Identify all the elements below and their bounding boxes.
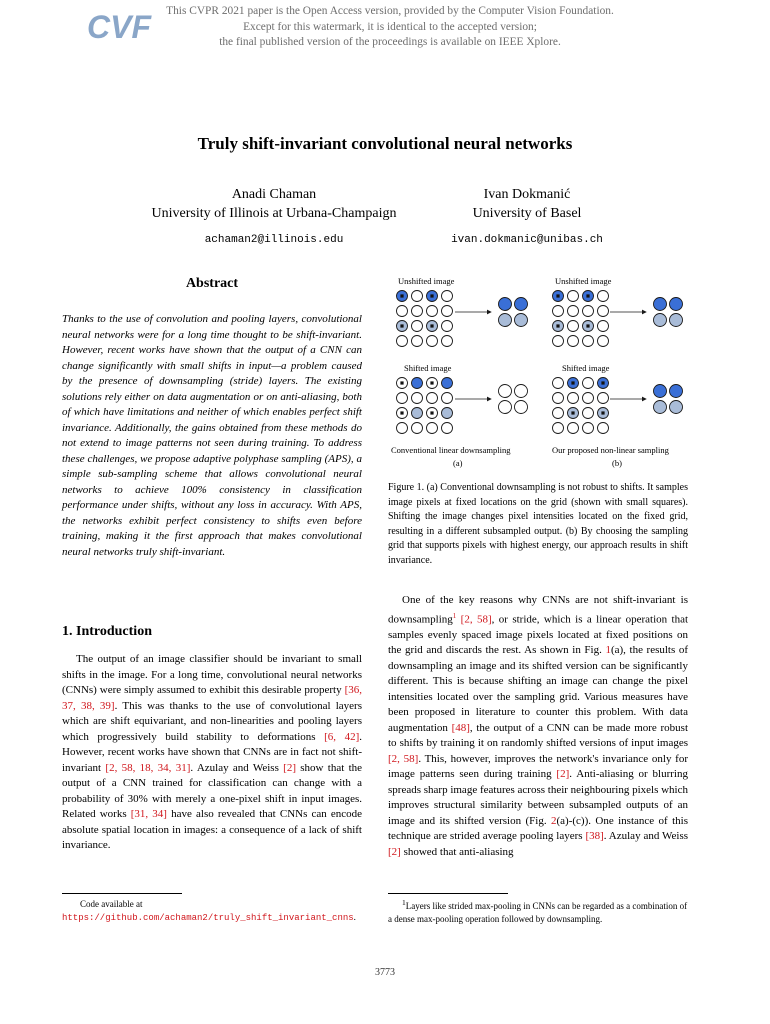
sampling-point-marker xyxy=(571,381,574,384)
sampling-point-marker xyxy=(571,411,574,414)
input-pixel-circle xyxy=(598,423,609,434)
sampling-point-marker xyxy=(556,294,559,297)
output-pixel-circle xyxy=(499,385,512,398)
input-pixel-circle xyxy=(427,393,438,404)
body-text: have also revealed that CNNs can encode absolute spatial location in images: a consequence of a lack of shift invariance. xyxy=(62,808,363,851)
input-pixel-circle xyxy=(598,306,609,317)
citation-link[interactable]: [2] xyxy=(551,768,570,781)
input-pixel-circle xyxy=(412,306,423,317)
input-pixel-circle xyxy=(598,291,609,302)
footnote-text: Layers like strided max-pooling in CNNs can be regarded as a combination of a dense max-pooling operation followed by downsampling. xyxy=(388,901,688,924)
body-text: . Azulay and Weiss xyxy=(190,761,279,774)
output-pixel-circle xyxy=(499,401,512,414)
body-text: One of the key reasons why CNNs are not shift-invariant is downsampling xyxy=(388,594,688,626)
author-email: achaman2@illinois.edu xyxy=(204,234,344,246)
input-pixel-circle xyxy=(412,336,423,347)
figure-1 xyxy=(388,270,688,475)
author-email: ivan.dokmanic@unibas.ch xyxy=(451,234,603,246)
citation-link[interactable]: [2, 58, 18, 34, 31] xyxy=(105,761,191,774)
figure-ref-link[interactable]: 1 xyxy=(601,644,611,657)
cvf-logo-icon xyxy=(86,6,151,45)
watermark xyxy=(150,4,630,51)
sampling-point-marker xyxy=(400,294,403,297)
output-pixel-circle xyxy=(654,385,667,398)
sampling-point-marker xyxy=(400,381,403,384)
input-pixel-circle xyxy=(553,393,564,404)
input-pixel-circle xyxy=(568,291,579,302)
footnote-number: 1 xyxy=(402,898,406,907)
panel-a-top-label: Unshifted image xyxy=(398,276,455,286)
footnote-rule xyxy=(62,893,182,894)
output-pixel-circle xyxy=(670,298,683,311)
panel-b-top-label: Unshifted image xyxy=(555,276,612,286)
citation-link[interactable]: [2, 58] xyxy=(388,752,419,765)
sampling-point-marker xyxy=(430,411,433,414)
input-pixel-circle xyxy=(397,393,408,404)
intro-paragraph xyxy=(62,652,362,854)
panel-a-caption: Conventional linear downsampling xyxy=(391,445,511,455)
output-pixel-circle xyxy=(670,385,683,398)
input-pixel-circle xyxy=(442,336,453,347)
cvf-logo xyxy=(86,6,151,45)
sampling-point-marker xyxy=(430,294,433,297)
footnote-rule xyxy=(388,893,508,894)
panel-a-bottom-label: Shifted image xyxy=(404,363,452,373)
input-pixel-circle xyxy=(397,423,408,434)
input-pixel-circle xyxy=(412,393,423,404)
abstract-heading: Abstract xyxy=(185,276,239,291)
output-pixel-circle xyxy=(654,314,667,327)
input-pixel-circle xyxy=(442,321,453,332)
panel-a-sublabel: (a) xyxy=(453,458,463,468)
input-pixel-circle xyxy=(442,378,453,389)
author-affiliation: University of Basel xyxy=(472,206,582,221)
input-pixel-circle xyxy=(583,423,594,434)
input-pixel-circle xyxy=(568,423,579,434)
citation-link[interactable]: [2] xyxy=(283,761,296,774)
body-text: . This, however, improves the network's invariance only for image patterns seen during training xyxy=(388,752,689,781)
panel-b-sublabel: (b) xyxy=(612,458,622,468)
author-name: Ivan Dokmanić xyxy=(483,187,571,202)
input-pixel-circle xyxy=(412,378,423,389)
footnote-code xyxy=(62,898,362,924)
body-paragraph xyxy=(388,593,688,860)
citation-link[interactable]: [2] xyxy=(388,845,401,858)
watermark-line: Except for this watermark, it is identical to the accepted version; xyxy=(243,20,537,33)
input-pixel-circle xyxy=(553,306,564,317)
panel-b-bottom-label: Shifted image xyxy=(562,363,610,373)
output-pixel-circle xyxy=(515,385,528,398)
sampling-point-marker xyxy=(601,411,604,414)
sampling-point-marker xyxy=(556,324,559,327)
input-pixel-circle xyxy=(442,408,453,419)
input-pixel-circle xyxy=(553,336,564,347)
input-pixel-circle xyxy=(583,408,594,419)
panel-b-caption: Our proposed non-linear sampling xyxy=(552,445,669,455)
footnote-layers xyxy=(388,897,688,925)
input-pixel-circle xyxy=(442,291,453,302)
input-pixel-circle xyxy=(598,393,609,404)
input-pixel-circle xyxy=(397,306,408,317)
output-pixel-circle xyxy=(515,401,528,414)
input-pixel-circle xyxy=(412,321,423,332)
input-pixel-circle xyxy=(412,291,423,302)
citation-link[interactable]: [36, 37, 38, 39] xyxy=(62,684,362,712)
sampling-point-marker xyxy=(586,294,589,297)
sampling-point-marker xyxy=(430,381,433,384)
author-affiliation: University of Illinois at Urbana-Champaign xyxy=(151,206,397,221)
output-pixel-circle xyxy=(654,401,667,414)
output-pixel-circle xyxy=(670,314,683,327)
input-pixel-circle xyxy=(568,321,579,332)
intro-heading: 1. Introduction xyxy=(62,624,152,639)
input-pixel-circle xyxy=(553,423,564,434)
body-text: showed that anti-aliasing xyxy=(400,845,514,858)
input-pixel-circle xyxy=(442,423,453,434)
sampling-point-marker xyxy=(601,381,604,384)
output-pixel-circle xyxy=(515,298,528,311)
input-pixel-circle xyxy=(568,336,579,347)
input-pixel-circle xyxy=(583,306,594,317)
input-pixel-circle xyxy=(397,336,408,347)
author-block xyxy=(412,185,642,250)
watermark-line: This CVPR 2021 paper is the Open Access version, provided by the Computer Vision Foundation. xyxy=(166,5,614,17)
citation-link[interactable]: [6, 42] xyxy=(324,730,360,743)
author-name: Anadi Chaman xyxy=(231,187,317,202)
page-number: 3773 xyxy=(375,967,395,978)
figure-ref-link[interactable]: 2 xyxy=(546,814,557,827)
sampling-point-marker xyxy=(400,324,403,327)
input-pixel-circle xyxy=(412,423,423,434)
input-pixel-circle xyxy=(427,306,438,317)
output-pixel-circle xyxy=(515,314,528,327)
body-text: , the output of a CNN can be made more robust to shifts by training it on randomly shifted versions of input images xyxy=(388,721,689,750)
body-text: The output of an image classifier should be invariant to small shifts in the image. For a long time, convolutional neural networks (CNNs) were simply assumed to exhibit this desirable property xyxy=(62,653,362,696)
svg-text:CVF: CVF xyxy=(87,9,151,45)
input-pixel-circle xyxy=(583,378,594,389)
citation-link[interactable]: [2, 58] xyxy=(456,613,492,626)
input-pixel-circle xyxy=(553,378,564,389)
body-text: (a), the results of downsampling an image and its shifted version can be significantly different. This is because shifting an image can change the pixel intensities located over the sampling grid. Various measures have been proposed in literature to counter this problem. With data augmentation xyxy=(388,644,689,734)
input-pixel-circle xyxy=(568,393,579,404)
input-pixel-circle xyxy=(442,306,453,317)
input-pixel-circle xyxy=(427,423,438,434)
figure-caption: Figure 1. (a) Conventional downsampling is not robust to shifts. It samples image pixels at fixed locations on the grid (shown with small squares). Shifting the image changes pixel intensities located on the fixed grid, resulting in a different subsampled output. (b) By choosing the sampling grid that supports pixels with highest energy, our approach results in shift invariance. xyxy=(388,482,688,566)
input-pixel-circle xyxy=(427,336,438,347)
output-pixel-circle xyxy=(654,298,667,311)
sampling-point-marker xyxy=(586,324,589,327)
footnote-text: Code available at xyxy=(80,899,143,909)
body-text: (a)-(c)). One instance of this technique are strided average pooling layers xyxy=(388,814,689,843)
body-text: . This was thanks to the use of convolutional layers which are shift equivariant, and non-linearities and pooling layers which progressively build stability to deformations xyxy=(62,699,362,743)
code-url-link[interactable]: https://github.com/achaman2/truly_shift_invariant_cnns xyxy=(62,912,354,923)
sampling-point-marker xyxy=(400,411,403,414)
footnote-text: . xyxy=(353,911,356,922)
output-pixel-circle xyxy=(499,314,512,327)
input-pixel-circle xyxy=(568,306,579,317)
body-text: show that the output of a CNN trained for classification can change with a probability of 30% with merely a one-pixel shift in input images. Related works xyxy=(62,761,363,820)
input-pixel-circle xyxy=(412,408,423,419)
body-text: . Azulay and Weiss xyxy=(603,830,688,843)
citation-link[interactable]: [31, 34] xyxy=(130,808,167,820)
output-pixel-circle xyxy=(499,298,512,311)
watermark-line: the final published version of the proceedings is available on IEEE Xplore. xyxy=(219,36,561,48)
footnote-marker[interactable]: 1 xyxy=(452,611,457,620)
abstract-text: Thanks to the use of convolution and pooling layers, convolutional neural networks were for a long time thought to be shift-invariant. However, recent works have shown that the output of a CNN can change significantly with small shifts in input—a problem caused by the presence of downsampling (stride) layers. The existing solutions rely either on data augmentation or on anti-aliasing, both of which have limitations and neither of which enables perfect shift invariance. Additionally, the gains obtained from these methods do not extend to image patterns not seen during training. To address these challenges, we propose adaptive polyphase sampling (APS), a simple sub-sampling scheme that allows convolutional neural networks to achieve 100% consistency in classification performance under shifts, without any loss in accuracy. With APS, the networks exhibit perfect consistency to shifts even before training, making it the first approach that makes convolutional neural networks truly shift-invariant. xyxy=(62,313,362,558)
input-pixel-circle xyxy=(553,408,564,419)
author-block xyxy=(118,185,430,250)
output-pixel-circle xyxy=(670,401,683,414)
input-pixel-circle xyxy=(598,321,609,332)
paper-title: Truly shift-invariant convolutional neural networks xyxy=(197,134,573,153)
citation-link[interactable]: [48] xyxy=(447,721,470,734)
body-text: , or stride, which is a linear operation that samples evenly spaced image pixels located at fixed positions on the grid and discards the rest. As shown in Fig. xyxy=(388,613,689,657)
input-pixel-circle xyxy=(598,336,609,347)
body-text: . However, recent works have shown that CNNs are in fact not shift-invariant xyxy=(62,730,363,774)
input-pixel-circle xyxy=(442,393,453,404)
body-text: . Anti-aliasing or blurring spreads sharp image features across their neighbouring pixels which improves structural similarity between subsampled outputs of an image and its shifted version (Fig. xyxy=(388,768,688,827)
sampling-point-marker xyxy=(430,324,433,327)
input-pixel-circle xyxy=(583,336,594,347)
input-pixel-circle xyxy=(583,393,594,404)
citation-link[interactable]: [38] xyxy=(582,830,604,843)
